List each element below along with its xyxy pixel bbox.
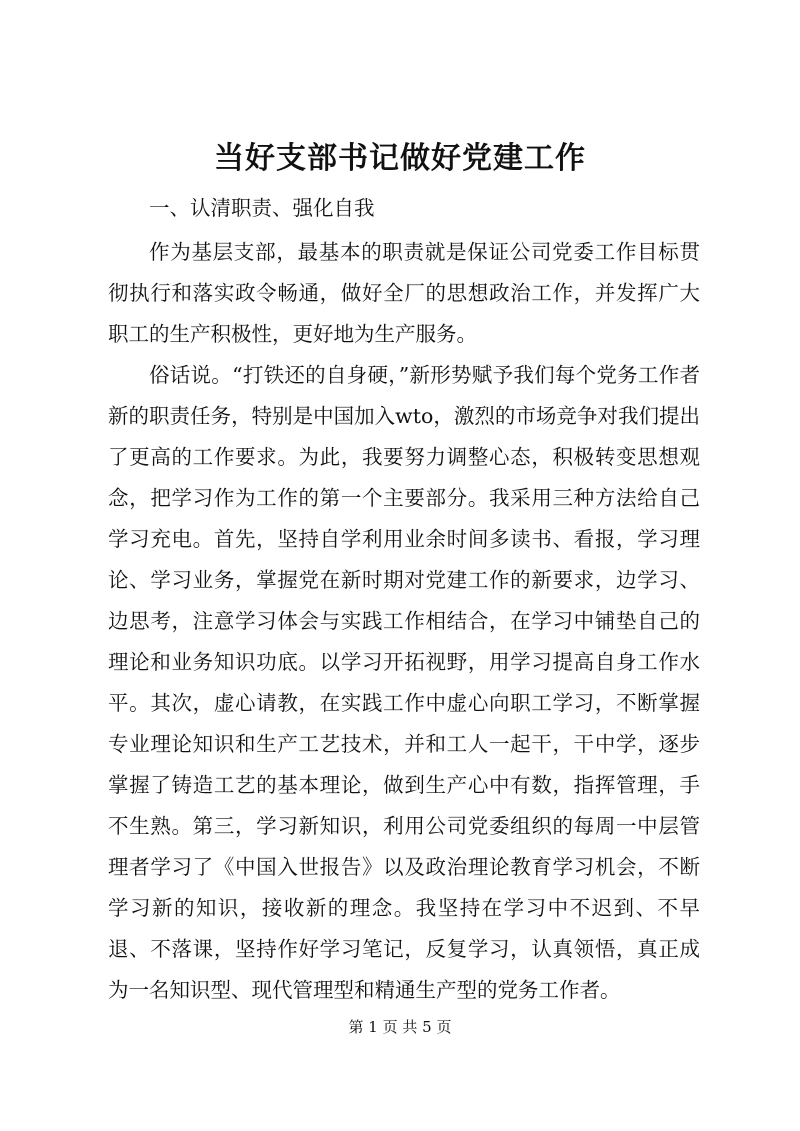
body-paragraph: 俗话说。“打铁还的自身硬，”新形势赋予我们每个党务工作者新的职责任务，特别是中国加入wto，激烈的市场竞争对我们提出了更高的工作要求。为此，我要努力调整心态，积极转变思想观念，把学习作为工作的第一个主要部分。我采用三种方法给自己学习充电。首先，坚持自学利用业余时间多读书、看报，学习理论、学习业务，掌握党在新时期对党建工作的新要求，边学习、边思考，注意学习体会与实践工作相结合，在学习中铺垫自己的理论和业务知识功底。以学习开拓视野，用学习提高自身工作水平。其次，虚心请教，在实践工作中虚心向职工学习，不断掌握专业理论知识和生产工艺技术，并和工人一起干，干中学，逐步掌握了铸造工艺的基本理论，做到生产心中有数，指挥管理，手不生熟。第三，学习新知识，利用公司党委组织的每周一中层管理者学习了《中国入世报告》以及政治理论教育学习机会，不断学习新的知识，接收新的理念。我坚持在学习中不迟到、不早退、不落课，坚持作好学习笔记，反复学习，认真领悟，真正成为一名知识型、现代管理型和精通生产型的党务工作者。 bbox=[108, 363, 700, 1002]
body-paragraph: 作为基层支部，最基本的职责就是保证公司党委工作目标贯彻执行和落实政令畅通，做好全厂的思想政治工作，并发挥广大职工的生产积极性，更好地为生产服务。 bbox=[108, 240, 700, 346]
page-number-footer: 第 1 页 共 5 页 bbox=[348, 1018, 452, 1036]
section-heading: 一、认清职责、强化自我 bbox=[149, 196, 375, 220]
document-body bbox=[108, 188, 700, 1011]
document-title: 当好支部书记做好党建工作 bbox=[214, 141, 586, 176]
